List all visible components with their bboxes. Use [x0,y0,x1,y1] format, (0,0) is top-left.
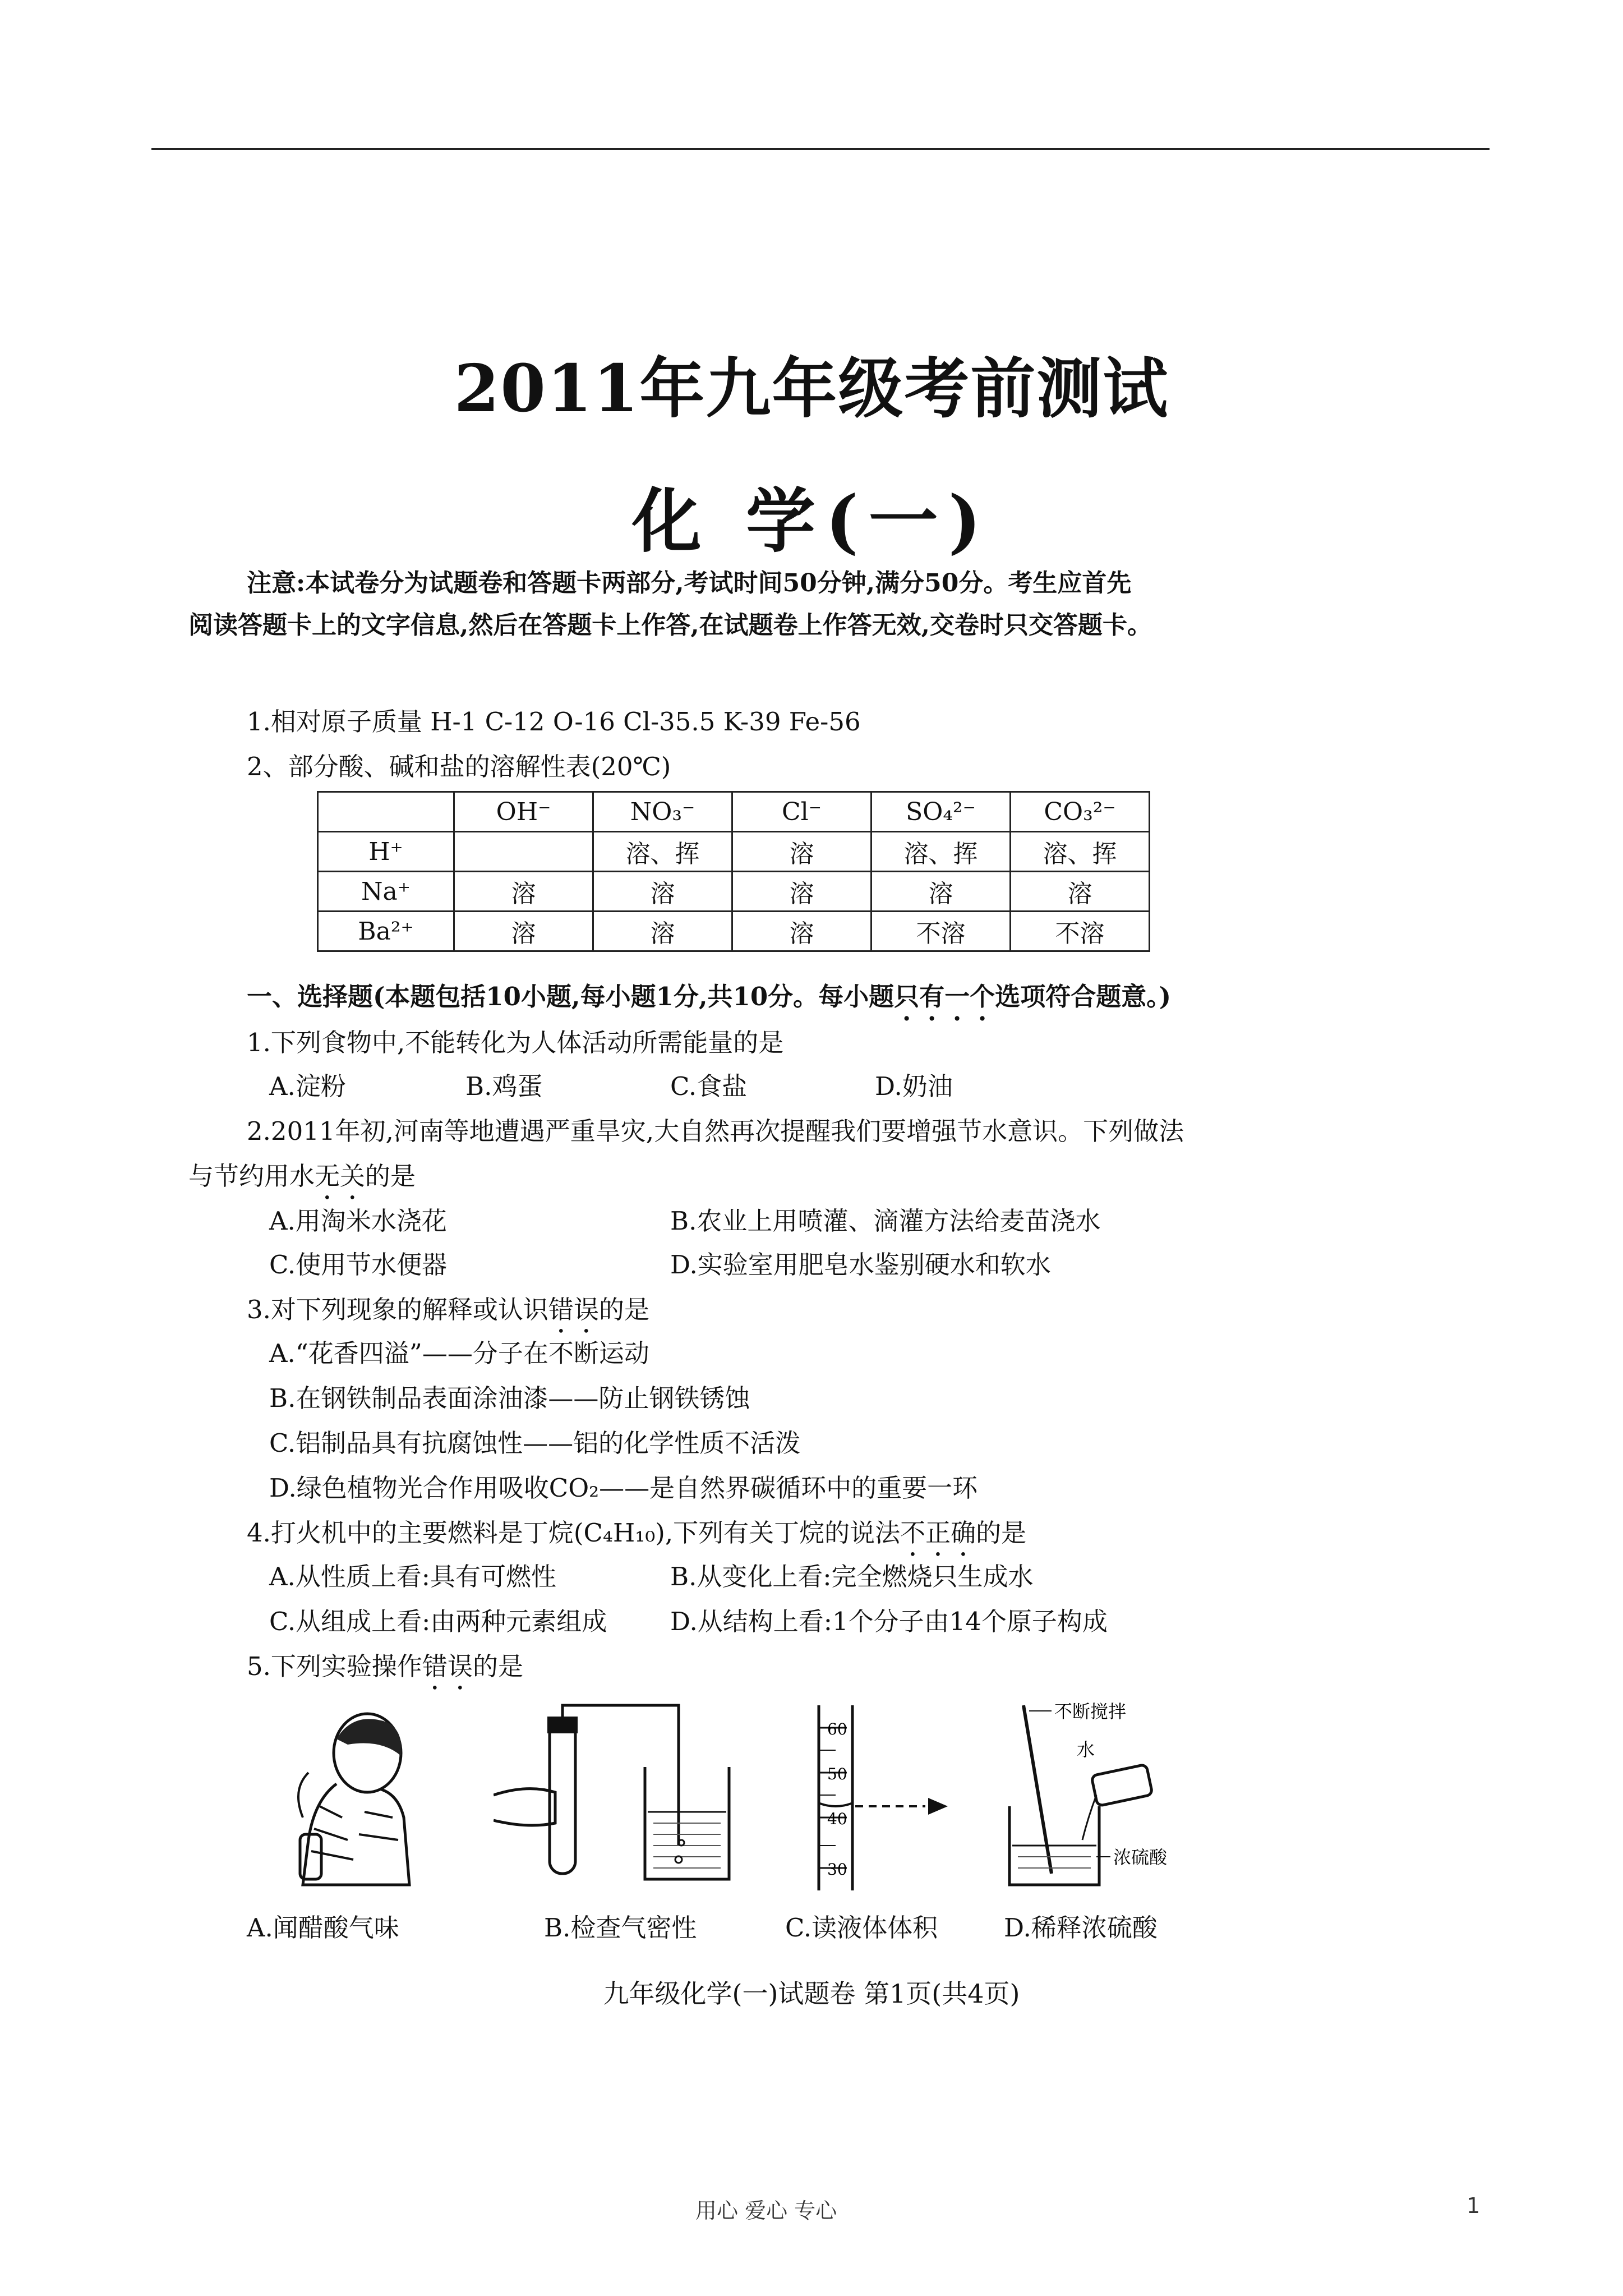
section-1-heading [247,976,1171,1027]
table-cell [318,792,454,832]
smelling-figure [269,1705,415,1890]
q4-option-a: A.从性质上看:具有可燃性 [269,1562,556,1591]
table-cell: 溶 [593,912,732,951]
footer-page-number: 1 [1467,2193,1481,2218]
table-cell: H⁺ [318,832,454,872]
notice-line-2: 阅读答题卡上的文字信息,然后在答题卡上作答,在试题卷上作答无效,交卷时只交答题卡。 [188,611,1152,639]
water-label: 水 [1077,1739,1095,1760]
stir-label: 不断搅拌 [1054,1701,1127,1722]
table-row [318,912,1150,951]
table-cell: Ba²⁺ [318,912,454,951]
acid-label: 浓硫酸 [1113,1847,1168,1868]
table-cell: 溶 [454,872,593,912]
q4-text-end: 的是 [976,1518,1027,1548]
cylinder-tick-30: 30 [827,1860,847,1879]
caption-d: D.稀释浓硫酸 [1004,1913,1158,1943]
section-1-text-end: 选项符合题意。) [995,982,1171,1011]
question-5 [247,1646,523,1696]
table-row [318,832,1150,872]
solubility-table-title: 2、部分酸、碱和盐的溶解性表(20℃) [247,752,671,781]
cylinder-tick-40: 40 [827,1810,847,1828]
caption-a: A.闻醋酸气味 [247,1913,399,1943]
q2-text: 与节约用水 [188,1161,315,1191]
page-indicator: 九年级化学(一)试题卷 第1页(共4页) [603,1978,1020,2009]
table-cell: Na⁺ [318,872,454,912]
q2-text-end: 的是 [365,1161,416,1191]
table-cell: 不溶 [872,912,1011,951]
exam-subtitle: 化 学(一) [631,481,992,562]
caption-c: C.读液体体积 [785,1913,938,1943]
q5-emphasis: 错误 [422,1651,473,1681]
cylinder-figure [785,1705,965,1890]
table-cell: 不溶 [1011,912,1150,951]
question-2-line-2 [188,1156,416,1205]
table-cell: CO₃²⁻ [1011,792,1150,832]
section-1-emphasis: 只有一个 [894,982,995,1011]
q1-option-b: B.鸡蛋 [465,1071,543,1101]
q3-option-b: B.在钢铁制品表面涂油漆——防止钢铁锈蚀 [269,1383,750,1413]
airtightness-figure [494,1700,751,1890]
solubility-table [317,791,1150,952]
q4-option-c: C.从组成上看:由两种元素组成 [269,1607,607,1636]
notice-label: 注意: [247,569,306,597]
q2-option-b: B.农业上用喷灌、滴灌方法给麦苗浇水 [670,1206,1101,1236]
q4-option-d: D.从结构上看:1个分子由14个原子构成 [670,1607,1108,1636]
table-cell: 溶、挥 [593,832,732,872]
table-row [318,872,1150,912]
cylinder-tick-60: 60 [827,1720,847,1738]
table-cell: Cl⁻ [732,792,872,832]
question-4 [247,1512,1026,1562]
section-1-text: 一、选择题(本题包括10小题,每小题1分,共10分。每小题 [247,982,895,1011]
q4-option-b: B.从变化上看:完全燃烧只生成水 [670,1562,1034,1591]
question-1: 1.下列食物中,不能转化为人体活动所需能量的是 [247,1028,784,1057]
footer-motto: 用心 爱心 专心 [695,2198,837,2223]
atomic-mass-info: 1.相对原子质量 H-1 C-12 O-16 Cl-35.5 K-39 Fe-56 [247,707,861,737]
q5-text-end: 的是 [472,1651,523,1681]
q4-text: 4.打火机中的主要燃料是丁烷(C₄H₁₀),下列有关丁烷的说法 [247,1518,901,1548]
dilution-figure [998,1694,1234,1896]
q4-emphasis: 不正确 [900,1518,976,1548]
q3-text-end: 的是 [598,1295,649,1324]
table-cell: SO₄²⁻ [872,792,1011,832]
table-cell: 溶 [872,872,1011,912]
table-header-row [318,792,1150,832]
table-cell: 溶 [1011,872,1150,912]
q1-option-c: C.食盐 [670,1071,748,1101]
q3-option-a: A.“花香四溢”——分子在不断运动 [269,1338,649,1368]
q2-emphasis: 无关 [315,1161,366,1191]
cylinder-tick-50: 50 [827,1765,847,1783]
q2-option-a: A.用淘米水浇花 [269,1206,447,1236]
notice-line-1 [247,564,1131,603]
table-cell: 溶、挥 [1011,832,1150,872]
q3-text: 3.对下列现象的解释或认识 [247,1295,548,1324]
q1-option-d: D.奶油 [875,1071,953,1101]
question-2-line-1: 2.2011年初,河南等地遭遇严重旱灾,大自然再次提醒我们要增强节水意识。下列做法 [247,1116,1184,1146]
question-3 [247,1289,649,1339]
eye-icon [928,1798,948,1815]
q2-option-d: D.实验室用肥皂水鉴别硬水和软水 [670,1250,1051,1280]
table-cell: 溶、挥 [872,832,1011,872]
table-cell: 溶 [454,912,593,951]
caption-b: B.检查气密性 [544,1913,697,1943]
table-cell: 溶 [732,832,872,872]
q2-option-c: C.使用节水便器 [269,1250,448,1280]
q3-emphasis: 错误 [548,1295,599,1324]
notice-text-1: 本试卷分为试题卷和答题卡两部分,考试时间50分钟,满分50分。考生应首先 [305,569,1132,597]
table-cell: 溶 [593,872,732,912]
top-rule [151,148,1490,150]
q5-text: 5.下列实验操作 [247,1651,422,1681]
table-cell [454,832,593,872]
exam-title: 2011年九年级考前测试 [454,351,1169,427]
q3-option-d: D.绿色植物光合作用吸收CO₂——是自然界碳循环中的重要一环 [269,1473,978,1503]
q3-option-c: C.铝制品具有抗腐蚀性——铝的化学性质不活泼 [269,1428,801,1458]
table-cell: 溶 [732,912,872,951]
table-cell: OH⁻ [454,792,593,832]
table-cell: NO₃⁻ [593,792,732,832]
q1-option-a: A.淀粉 [269,1071,346,1101]
table-cell: 溶 [732,872,872,912]
